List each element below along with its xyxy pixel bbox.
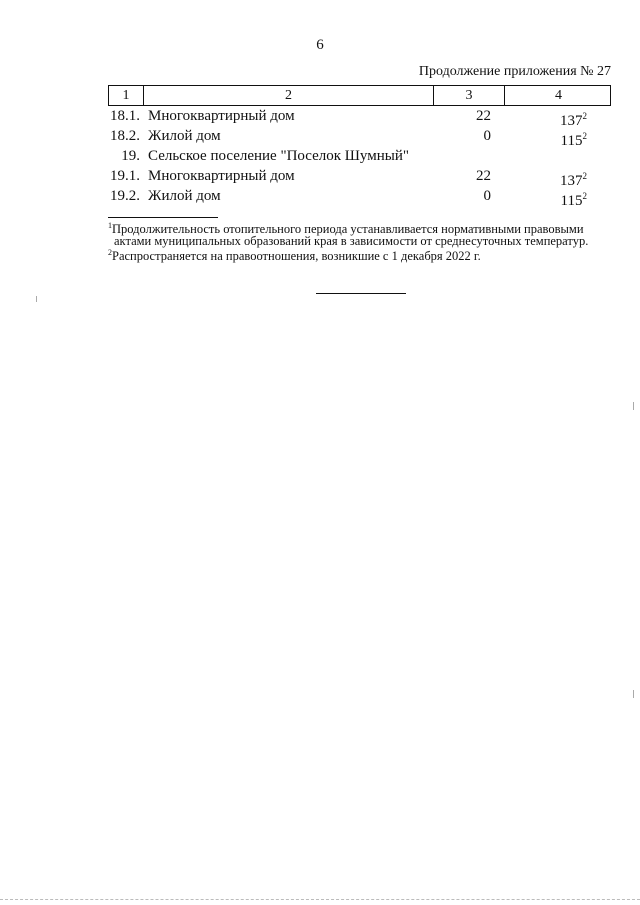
row-name: Многоквартирный дом [148, 168, 295, 184]
row-value-3 [432, 146, 503, 166]
end-of-document-rule [316, 293, 406, 294]
table-row [108, 186, 611, 209]
row-value-3: 22 [476, 168, 491, 184]
scan-artifact [633, 690, 634, 698]
row-value-4: $137^2$ [560, 111, 587, 129]
row-value-3: 22 [476, 108, 491, 124]
footnote-1 [108, 220, 611, 247]
row-value-4: $115^2$ [560, 131, 587, 149]
data-table [108, 85, 611, 209]
table-row [108, 166, 611, 189]
table-row [108, 106, 611, 129]
row-number: 18.2. [110, 128, 140, 144]
row-name: Жилой дом [148, 188, 221, 204]
table-row [108, 126, 611, 149]
table-header-row [108, 85, 611, 106]
row-name: Жилой дом [148, 128, 221, 144]
continuation-label: Продолжение приложения № 27 [418, 64, 611, 79]
row-name: Сельское поселение "Поселок Шумный" [148, 148, 409, 164]
row-number: 19. [121, 148, 140, 164]
page-number: 6 [316, 37, 324, 53]
row-value-4: $137^2$ [560, 171, 587, 189]
row-value-4 [503, 146, 611, 166]
footnotes [108, 220, 611, 262]
table-row [108, 146, 611, 166]
footnote-2 [108, 247, 611, 262]
footnote-marker: 1 [108, 221, 112, 230]
scan-artifact [633, 402, 634, 410]
row-value-3: 0 [483, 128, 491, 144]
column-header: 2 [143, 86, 433, 105]
row-number: 19.2. [110, 188, 140, 204]
column-header: 1 [122, 88, 130, 103]
column-header: 4 [504, 86, 612, 105]
footnote-text: Распространяется на правоотношения, возникшие с 1 декабря 2022 г. [112, 249, 481, 264]
footnote-separator [108, 217, 218, 218]
footnote-text: Продолжительность отопительного периода устанавливается нормативными правовыми [112, 222, 584, 237]
footnote-marker: 2 [108, 248, 112, 258]
scan-edge [0, 899, 640, 900]
row-number: 19.1. [110, 168, 140, 184]
row-value-3: 0 [483, 188, 491, 204]
row-number: 18.1. [110, 108, 140, 124]
scan-artifact [36, 296, 37, 302]
row-name: Многоквартирный дом [148, 108, 295, 124]
column-header: 3 [433, 86, 504, 105]
footnote-text: актами муниципальных образований края в зависимости от среднесуточных температур. [114, 234, 589, 249]
row-value-4: $115^2$ [560, 191, 587, 209]
